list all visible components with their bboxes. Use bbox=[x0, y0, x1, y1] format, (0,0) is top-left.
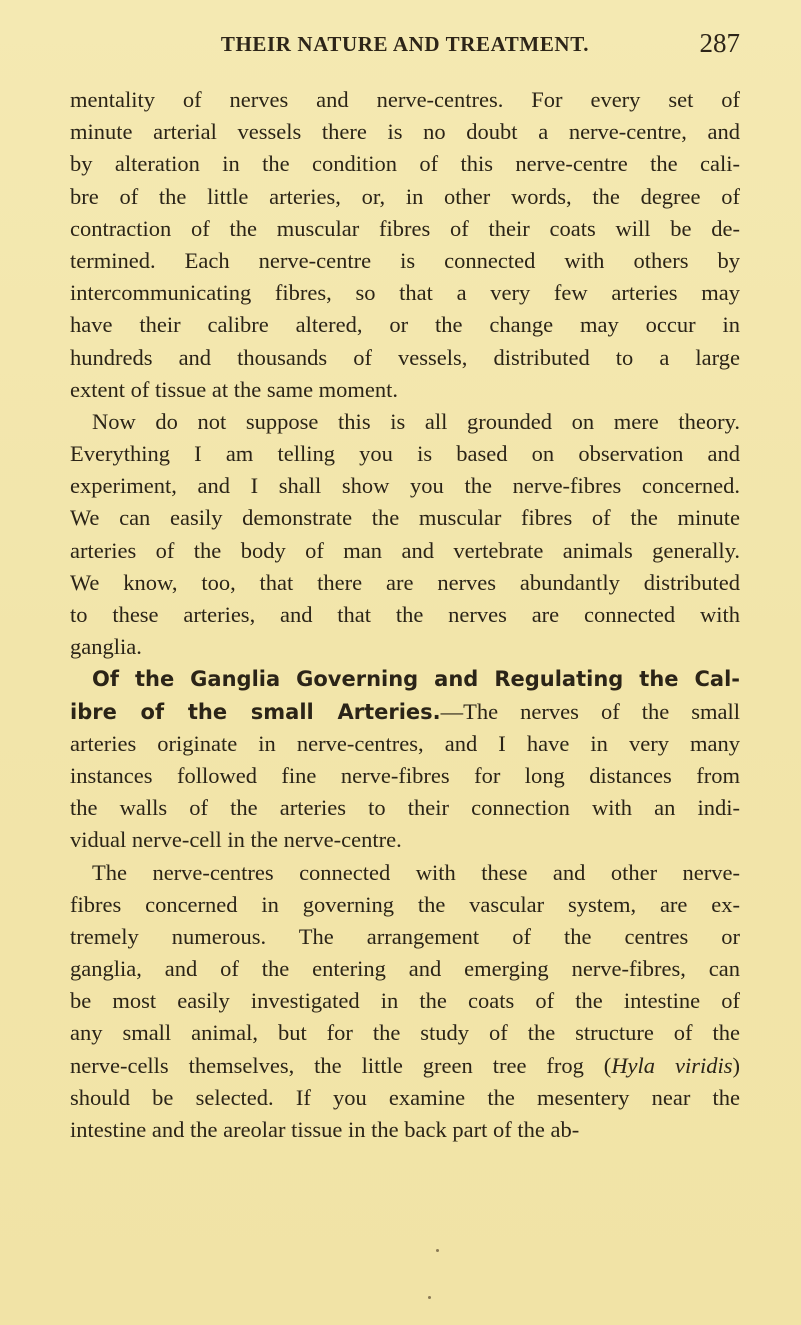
line-text: should be selected. If you examine the mesentery near the bbox=[70, 1084, 740, 1110]
text-line bbox=[70, 1114, 740, 1146]
line-text: fibres concerned in governing the vascular system, are ex- bbox=[70, 891, 740, 917]
text-line bbox=[70, 728, 740, 760]
text-line bbox=[70, 792, 740, 824]
line-text: be most easily investigated in the coats of the intestine of bbox=[70, 988, 740, 1014]
line-text: The nerve-centres connected with these and other nerve- bbox=[92, 859, 740, 885]
line-text: contraction of the muscular fibres of their coats will be de- bbox=[70, 215, 740, 241]
text-line bbox=[70, 116, 740, 148]
text-line bbox=[70, 374, 740, 406]
line-text: bre of the little arteries, or, in other words, the degree of bbox=[70, 183, 740, 209]
line-text: Everything I am telling you is based on observation and bbox=[70, 441, 740, 467]
text-line bbox=[70, 921, 740, 953]
body-text bbox=[70, 84, 740, 1146]
line-text: Now do not suppose this is all grounded on mere theory. bbox=[92, 408, 740, 434]
paper-speck bbox=[428, 1296, 431, 1299]
text-line bbox=[70, 438, 740, 470]
line-text: intestine and the areolar tissue in the back part of the ab- bbox=[70, 1117, 580, 1142]
line-text: termined. Each nerve-centre is connected with others by bbox=[70, 247, 740, 273]
line-text: experiment, and I shall show you the nerve-fibres concerned. bbox=[70, 473, 740, 499]
line-text: ganglia. bbox=[70, 634, 142, 660]
line-text: arteries originate in nerve-centres, and I have in very many bbox=[70, 730, 740, 756]
text-line bbox=[70, 1050, 740, 1082]
line-text: —The nerves of the small bbox=[440, 698, 740, 724]
running-title: THEIR NATURE AND TREATMENT. bbox=[220, 32, 590, 56]
line-text: instances followed fine nerve-fibres for long distances from bbox=[70, 762, 740, 788]
line-text-after: ) bbox=[732, 1052, 740, 1078]
line-text: We know, too, that there are nerves abundantly distributed bbox=[70, 569, 740, 595]
line-text: extent of tissue at the same moment. bbox=[70, 376, 399, 402]
text-line bbox=[70, 599, 740, 631]
line-text: any small animal, but for the study of the structure of the bbox=[70, 1020, 740, 1046]
text-line bbox=[70, 696, 740, 728]
line-text: have their calibre altered, or the change may occur in bbox=[70, 312, 740, 338]
text-line bbox=[70, 1082, 740, 1114]
text-line bbox=[70, 245, 740, 277]
text-line bbox=[70, 567, 740, 599]
text-line bbox=[70, 470, 740, 502]
text-line bbox=[70, 985, 740, 1017]
line-text: mentality of nerves and nerve-centres. For every set of bbox=[70, 87, 740, 112]
text-line bbox=[70, 824, 740, 856]
species-name: Hyla viridis bbox=[611, 1052, 733, 1078]
section-heading: ibre of the small Arteries. bbox=[70, 699, 441, 724]
text-line bbox=[70, 1017, 740, 1049]
text-line bbox=[70, 502, 740, 534]
text-line bbox=[70, 342, 740, 374]
line-text: ganglia, and of the entering and emerging nerve-fibres, can bbox=[70, 956, 740, 982]
line-text: vidual nerve-cell in the nerve-centre. bbox=[70, 827, 402, 853]
page-number: 287 bbox=[699, 28, 740, 58]
line-text: tremely numerous. The arrangement of the centres or bbox=[70, 923, 740, 949]
text-line bbox=[70, 406, 740, 438]
section-heading: Of the Ganglia Governing and Regulating the Cal- bbox=[92, 667, 740, 692]
line-text: We can easily demonstrate the muscular fibres of the minute bbox=[70, 505, 740, 531]
running-head bbox=[70, 26, 740, 62]
text-line bbox=[70, 760, 740, 792]
paper-speck bbox=[436, 1249, 439, 1252]
text-line bbox=[70, 148, 740, 180]
line-text: minute arterial vessels there is no doubt a nerve-centre, and bbox=[70, 119, 740, 145]
text-line bbox=[70, 181, 740, 213]
line-text: by alteration in the condition of this nerve-centre the cali- bbox=[70, 151, 740, 177]
line-text: to these arteries, and that the nerves are connected with bbox=[70, 602, 740, 627]
text-line bbox=[70, 889, 740, 921]
line-text: arteries of the body of man and vertebrate animals generally. bbox=[70, 537, 740, 563]
text-line bbox=[70, 857, 740, 889]
line-text: intercommunicating fibres, so that a very few arteries may bbox=[70, 280, 740, 306]
text-line bbox=[70, 631, 740, 663]
text-line bbox=[70, 663, 740, 695]
text-line bbox=[70, 535, 740, 567]
text-line bbox=[70, 84, 740, 116]
text-line bbox=[70, 953, 740, 985]
text-line bbox=[70, 277, 740, 309]
line-text: the walls of the arteries to their connection with an indi- bbox=[70, 795, 740, 821]
text-line bbox=[70, 213, 740, 245]
line-text: nerve-cells themselves, the little green tree frog ( bbox=[70, 1052, 612, 1078]
text-line bbox=[70, 309, 740, 341]
line-text: hundreds and thousands of vessels, distributed to a large bbox=[70, 344, 740, 370]
